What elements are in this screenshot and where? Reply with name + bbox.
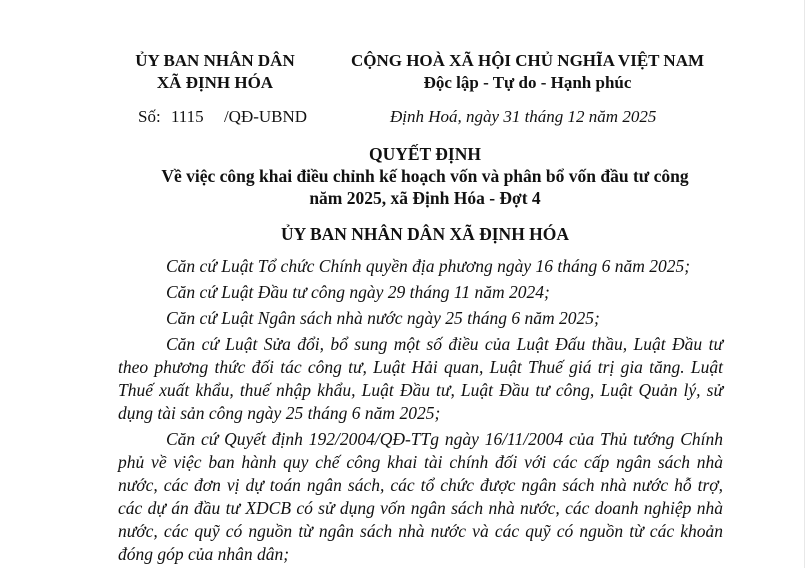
basis-paragraph: Căn cứ Quyết định 192/2004/QĐ-TTg ngày 16/11/2004 của Thủ tướng Chính phủ về việc ban hành quy chế công khai tài chính đối với các cấp ngân sách nhà nước, các đơn vị dự toán ngân sách, các tổ chức được ngân sách nhà nước hỗ trợ, các dự án đầu tư XDCB có sử dụng vốn ngân sách nhà nước, các doanh nghiệp nhà nước, các quỹ có nguồn từ ngân sách nhà nước và các quỹ có nguồn từ các khoản đóng góp của nhân dân; [118, 429, 723, 564]
basis-paragraph: Căn cứ Luật Sửa đổi, bổ sung một số điều của Luật Đấu thầu, Luật Đầu tư theo phương thức đối tác công tư, Luật Hải quan, Luật Thuế giá trị gia tăng. Luật Thuế xuất khẩu, thuế nhập khẩu, Luật Đầu tư, Luật Đầu tư công, Luật Quản lý, sử dụng tài sản công ngày 25 tháng 6 năm 2025; [118, 334, 723, 423]
number-value: 1115 [170, 107, 204, 126]
place-date: Định Hoá, ngày 31 tháng 12 năm 2025 [390, 107, 657, 126]
number-label: Số: [138, 107, 161, 126]
agency-line-1: ỦY BAN NHÂN DÂN [135, 51, 295, 70]
document-type: QUYẾT ĐỊNH [369, 144, 481, 164]
issuing-agency [120, 50, 310, 94]
number-suffix: /QĐ-UBND [223, 107, 308, 126]
legal-bases [118, 255, 723, 569]
subject-line-1: Về việc công khai điều chỉnh kế hoạch vốn và phân bổ vốn đầu tư công [161, 166, 689, 186]
subject-line-2: năm 2025, xã Định Hóa - Đợt 4 [309, 188, 541, 208]
basis-paragraph: Căn cứ Luật Ngân sách nhà nước ngày 25 tháng 6 năm 2025; [166, 308, 600, 328]
basis-paragraph: Căn cứ Luật Đầu tư công ngày 29 tháng 11 năm 2024; [166, 282, 550, 302]
document-number [138, 107, 313, 127]
national-header [330, 50, 725, 94]
agency-line-2: XÃ ĐỊNH HÓA [156, 73, 274, 92]
national-motto: Độc lập - Tự do - Hạnh phúc [423, 73, 632, 92]
country-name: CỘNG HOÀ XÃ HỘI CHỦ NGHĨA VIỆT NAM [350, 51, 705, 70]
issuer-heading: ỦY BAN NHÂN DÂN XÃ ĐỊNH HÓA [280, 224, 570, 244]
basis-paragraph: Căn cứ Luật Tổ chức Chính quyền địa phương ngày 16 tháng 6 năm 2025; [166, 256, 691, 276]
